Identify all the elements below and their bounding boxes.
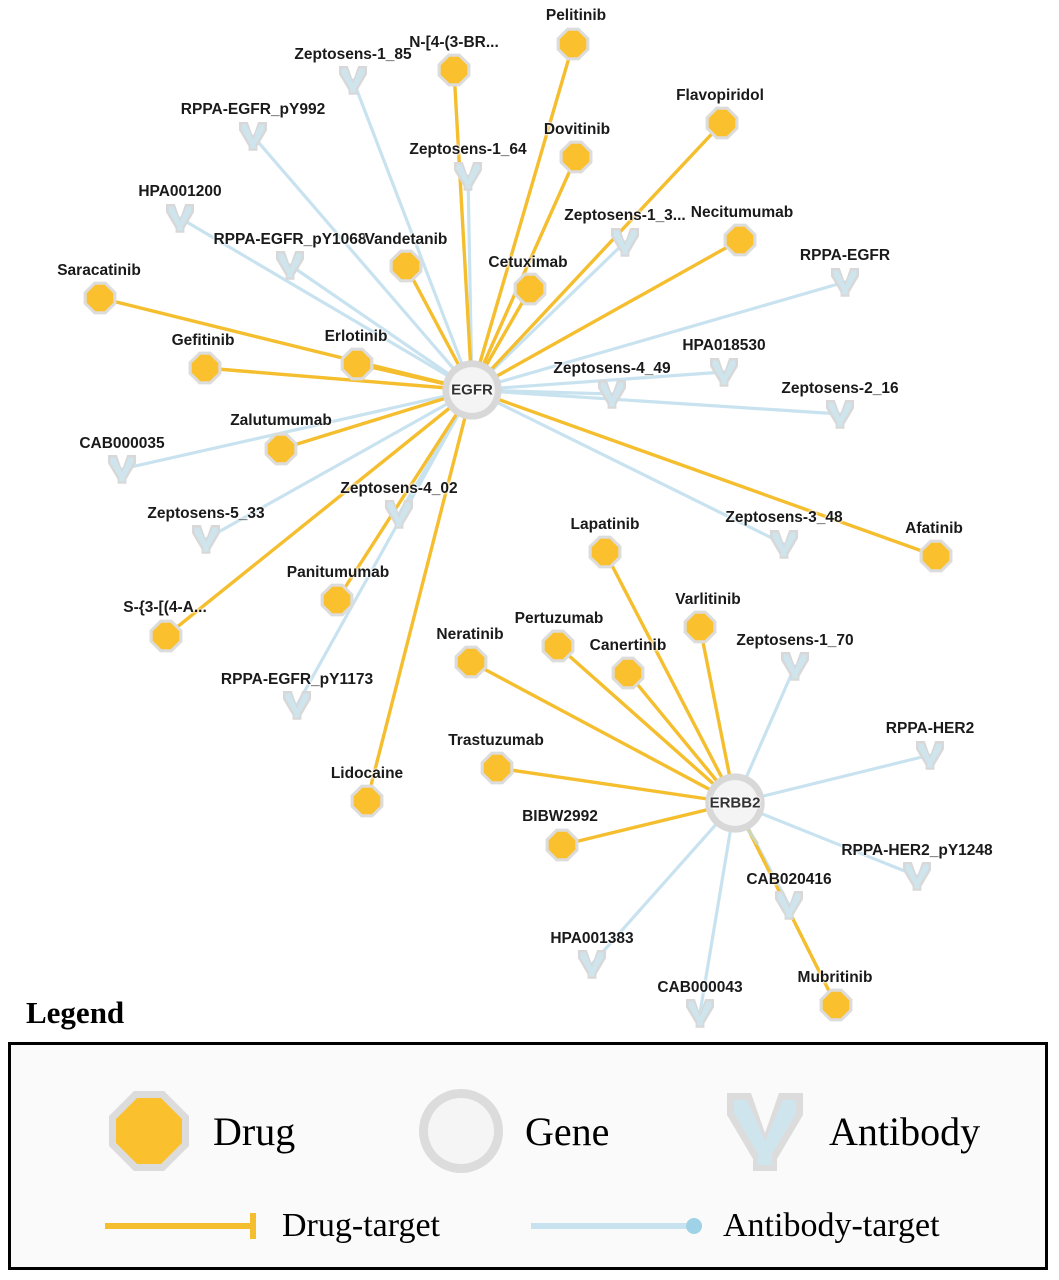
antibody-node[interactable] bbox=[382, 497, 416, 531]
antibody-icon bbox=[595, 377, 629, 411]
drug-node[interactable] bbox=[187, 350, 223, 386]
drug-node[interactable] bbox=[148, 618, 184, 654]
antibody-node[interactable] bbox=[828, 265, 862, 299]
legend-item-drug-target bbox=[103, 1207, 440, 1245]
legend-label-drug-target: Drug-target bbox=[282, 1207, 440, 1244]
drug-icon bbox=[918, 538, 954, 574]
drug-label: N-[4-(3-BR... bbox=[409, 34, 499, 51]
drug-icon bbox=[512, 271, 548, 307]
undefined bbox=[472, 390, 936, 556]
antibody-label: RPPA-EGFR_pY992 bbox=[180, 101, 326, 118]
drug-node[interactable] bbox=[555, 26, 591, 62]
antibody-icon bbox=[105, 452, 139, 486]
drug-node[interactable] bbox=[319, 582, 355, 618]
antibody-node[interactable] bbox=[189, 522, 223, 556]
antibody-target-edge-icon bbox=[529, 1209, 709, 1243]
drug-node[interactable] bbox=[436, 52, 472, 88]
drug-target-edge-icon bbox=[103, 1209, 268, 1243]
drug-node[interactable] bbox=[349, 783, 385, 819]
drug-label: Erlotinib bbox=[324, 328, 388, 345]
legend-label-drug: Drug bbox=[213, 1108, 296, 1154]
drug-icon bbox=[82, 280, 118, 316]
drug-icon bbox=[682, 609, 718, 645]
antibody-node[interactable] bbox=[913, 738, 947, 772]
drug-icon bbox=[479, 750, 515, 786]
drug-node[interactable] bbox=[479, 750, 515, 786]
drug-icon bbox=[540, 628, 576, 664]
antibody-icon bbox=[707, 355, 741, 389]
drug-label: Zalutumumab bbox=[230, 412, 332, 429]
legend-item-drug bbox=[103, 1085, 295, 1177]
legend-item-antibody-target bbox=[529, 1207, 940, 1245]
drug-label: Pelitinib bbox=[545, 7, 607, 24]
drug-label: Afatinib bbox=[905, 520, 963, 537]
antibody-node[interactable] bbox=[823, 397, 857, 431]
drug-label: Saracatinib bbox=[57, 262, 141, 279]
drug-label: Cetuximab bbox=[488, 254, 568, 271]
legend-box bbox=[8, 1042, 1048, 1270]
legend-title: Legend bbox=[26, 995, 125, 1030]
antibody-icon bbox=[608, 225, 642, 259]
drug-icon bbox=[704, 105, 740, 141]
antibody-label: HPA001383 bbox=[550, 930, 634, 947]
drug-label: Lapatinib bbox=[570, 516, 640, 533]
antibody-icon bbox=[336, 63, 370, 97]
antibody-icon bbox=[828, 265, 862, 299]
drug-node[interactable] bbox=[544, 827, 580, 863]
drug-icon bbox=[544, 827, 580, 863]
antibody-icon bbox=[772, 888, 806, 922]
drug-label: Canertinib bbox=[589, 637, 667, 654]
antibody-icon bbox=[280, 688, 314, 722]
antibody-node[interactable] bbox=[707, 355, 741, 389]
drug-icon bbox=[148, 618, 184, 654]
drug-label: Dovitinib bbox=[543, 121, 611, 138]
antibody-node[interactable] bbox=[595, 377, 629, 411]
drug-label: Necitumumab bbox=[690, 204, 794, 221]
antibody-node[interactable] bbox=[451, 159, 485, 193]
antibody-node[interactable] bbox=[280, 688, 314, 722]
antibody-label: Zeptosens-1_70 bbox=[736, 632, 854, 649]
drug-label: Trastuzumab bbox=[448, 732, 544, 749]
antibody-node[interactable] bbox=[900, 859, 934, 893]
drug-node[interactable] bbox=[388, 248, 424, 284]
antibody-label: Zeptosens-5_33 bbox=[147, 505, 265, 522]
antibody-label: Zeptosens-4_02 bbox=[340, 480, 458, 497]
antibody-icon bbox=[189, 522, 223, 556]
drug-icon bbox=[436, 52, 472, 88]
drug-node[interactable] bbox=[587, 534, 623, 570]
antibody-label: Zeptosens-4_49 bbox=[553, 360, 671, 377]
drug-icon bbox=[263, 431, 299, 467]
drug-node[interactable] bbox=[918, 538, 954, 574]
antibody-label: Zeptosens-3_48 bbox=[725, 509, 843, 526]
drug-node[interactable] bbox=[263, 431, 299, 467]
drug-icon bbox=[722, 222, 758, 258]
legend-label-antibody-target: Antibody-target bbox=[723, 1207, 940, 1244]
antibody-label: RPPA-HER2_pY1248 bbox=[841, 842, 993, 859]
antibody-label: HPA001200 bbox=[138, 183, 222, 200]
gene-label-erbb2: ERBB2 bbox=[709, 794, 761, 812]
antibody-label: RPPA-EGFR bbox=[799, 247, 891, 264]
drug-node[interactable] bbox=[558, 139, 594, 175]
antibody-icon bbox=[451, 159, 485, 193]
drug-node[interactable] bbox=[722, 222, 758, 258]
drug-label: Gefitinib bbox=[171, 332, 235, 349]
drug-label: S-{3-[(4-A... bbox=[123, 599, 207, 616]
antibody-icon bbox=[163, 201, 197, 235]
antibody-label: Zeptosens-2_16 bbox=[781, 380, 899, 397]
antibody-label: Zeptosens-1_85 bbox=[294, 46, 412, 63]
antibody-node[interactable] bbox=[767, 527, 801, 561]
drug-icon bbox=[319, 582, 355, 618]
drug-node[interactable] bbox=[682, 609, 718, 645]
drug-icon bbox=[103, 1085, 195, 1177]
drug-node[interactable] bbox=[339, 346, 375, 382]
legend-label-gene: Gene bbox=[525, 1108, 610, 1154]
antibody-label: RPPA-HER2 bbox=[885, 720, 975, 737]
antibody-node[interactable] bbox=[273, 248, 307, 282]
antibody-node[interactable] bbox=[608, 225, 642, 259]
antibody-icon bbox=[236, 119, 270, 153]
antibody-label: CAB020416 bbox=[746, 871, 832, 888]
drug-icon bbox=[187, 350, 223, 386]
drug-label: Neratinib bbox=[436, 626, 504, 643]
drug-label: Mubritinib bbox=[797, 969, 873, 986]
drug-node[interactable] bbox=[512, 271, 548, 307]
drug-node[interactable] bbox=[704, 105, 740, 141]
antibody-node[interactable] bbox=[336, 63, 370, 97]
drug-icon bbox=[453, 644, 489, 680]
antibody-icon bbox=[719, 1085, 811, 1177]
drug-label: Lidocaine bbox=[330, 765, 404, 782]
drug-label: Varlitinib bbox=[675, 591, 741, 608]
drug-icon bbox=[349, 783, 385, 819]
antibody-icon bbox=[913, 738, 947, 772]
gene-icon bbox=[415, 1085, 507, 1177]
antibody-icon bbox=[382, 497, 416, 531]
antibody-node[interactable] bbox=[105, 452, 139, 486]
drug-icon bbox=[587, 534, 623, 570]
antibody-label: Zeptosens-1_64 bbox=[409, 141, 527, 158]
antibody-icon bbox=[575, 947, 609, 981]
antibody-node[interactable] bbox=[772, 888, 806, 922]
drug-icon bbox=[555, 26, 591, 62]
antibody-label: RPPA-EGFR_pY1173 bbox=[220, 671, 374, 688]
drug-icon bbox=[818, 987, 854, 1023]
legend-item-antibody bbox=[719, 1085, 980, 1177]
gene-label-egfr: EGFR bbox=[451, 381, 493, 399]
drug-label: Pertuzumab bbox=[514, 610, 604, 627]
drug-icon bbox=[610, 655, 646, 691]
drug-icon bbox=[388, 248, 424, 284]
antibody-icon bbox=[767, 527, 801, 561]
antibody-node[interactable] bbox=[236, 119, 270, 153]
antibody-label: HPA018530 bbox=[682, 337, 766, 354]
drug-label: Panitumumab bbox=[286, 564, 390, 581]
antibody-node[interactable] bbox=[575, 947, 609, 981]
antibody-node[interactable] bbox=[778, 649, 812, 683]
antibody-icon bbox=[778, 649, 812, 683]
antibody-label: RPPA-EGFR_pY1068 bbox=[213, 231, 367, 248]
drug-node[interactable] bbox=[540, 628, 576, 664]
antibody-label: Zeptosens-1_3... bbox=[564, 207, 686, 224]
drug-node[interactable] bbox=[610, 655, 646, 691]
drug-icon bbox=[339, 346, 375, 382]
antibody-label: CAB000043 bbox=[657, 979, 743, 996]
antibody-label: CAB000035 bbox=[79, 435, 165, 452]
drug-node[interactable] bbox=[453, 644, 489, 680]
drug-icon bbox=[558, 139, 594, 175]
antibody-icon bbox=[273, 248, 307, 282]
drug-label: Flavopiridol bbox=[676, 87, 764, 104]
antibody-icon bbox=[900, 859, 934, 893]
drug-label: BIBW2992 bbox=[522, 808, 598, 825]
drug-node[interactable] bbox=[818, 987, 854, 1023]
antibody-icon bbox=[683, 996, 717, 1030]
legend-item-gene bbox=[415, 1085, 609, 1177]
drug-label: Vandetanib bbox=[364, 231, 448, 248]
drug-node[interactable] bbox=[82, 280, 118, 316]
legend-label-antibody: Antibody bbox=[829, 1108, 981, 1154]
antibody-node[interactable] bbox=[683, 996, 717, 1030]
antibody-node[interactable] bbox=[163, 201, 197, 235]
antibody-icon bbox=[823, 397, 857, 431]
